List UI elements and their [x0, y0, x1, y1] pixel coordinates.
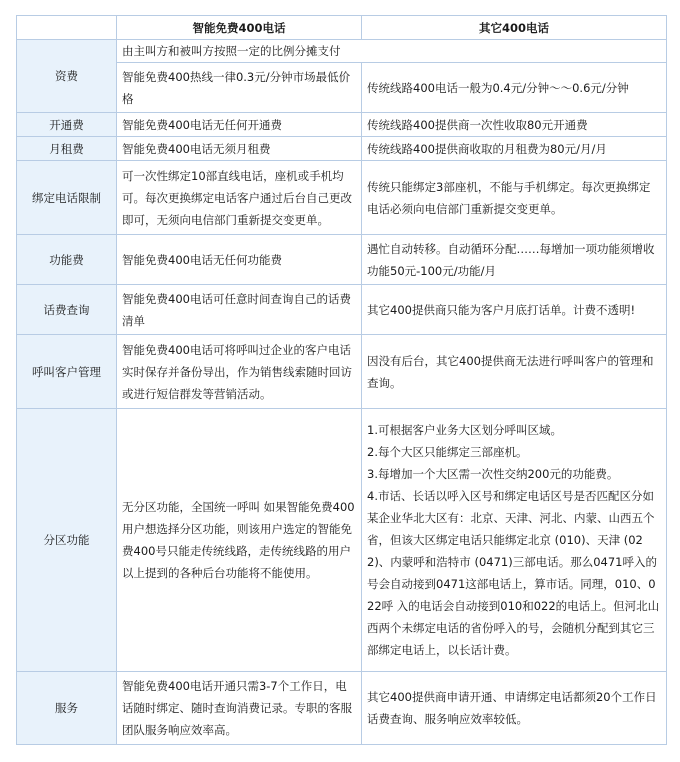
zoning-other-item: 1.可根据客户业务大区划分呼叫区域。: [367, 423, 562, 437]
row-label-fees: 资费: [17, 40, 117, 113]
binding-smart-cell: 可一次性绑定10部直线电话，座机或手机均可。每次更换绑定电话客户通过后台自己更改即可，无须向电信部门重新提交变更单。: [117, 161, 362, 235]
zoning-other-item: 3.每增加一个大区需一次性交纳200元的功能费。: [367, 467, 619, 481]
billing-smart-cell: 智能免费400电话可任意时间查询自己的话费清单: [117, 285, 362, 335]
service-other-cell: 其它400提供商申请开通、申请绑定电话都须20个工作日话费查询、服务响应效率较低。: [362, 672, 667, 745]
row-label-binding: 绑定电话限制: [17, 161, 117, 235]
row-label-billing: 话费查询: [17, 285, 117, 335]
header-other-400: 其它400电话: [362, 16, 667, 40]
crm-smart-cell: 智能免费400电话可将呼叫过企业的客户电话实时保存并备份导出，作为销售线索随时回访或进行短信群发等营销活动。: [117, 335, 362, 409]
fees-other-cell: 传统线路400电话一般为0.4元/分钟～～0.6元/分钟: [362, 63, 667, 113]
crm-other-cell: 因没有后台，其它400提供商无法进行呼叫客户的管理和查询。: [362, 335, 667, 409]
row-label-monthly: 月租费: [17, 137, 117, 161]
row-label-features: 功能费: [17, 235, 117, 285]
table-row-fees: [17, 40, 667, 63]
zoning-other-cell: [362, 409, 667, 672]
zoning-smart-cell: 无分区功能，全国统一呼叫 如果智能免费400用户想选择分区功能，则该用户选定的智能免费400号只能走传统线路，走传统线路的用户以上提到的各种后台功能将不能使用。: [117, 409, 362, 672]
fees-smart-cell: 智能免费400热线一律0.3元/分钟市场最低价格: [117, 63, 362, 113]
billing-other-cell: 其它400提供商只能为客户月底打话单。计费不透明!: [362, 285, 667, 335]
table-row-monthly: [17, 137, 667, 161]
service-smart-cell: 智能免费400电话开通只需3-7个工作日，电话随时绑定、随时查询消费记录。专职的客服团队服务响应效率高。: [117, 672, 362, 745]
table-row-billing: [17, 285, 667, 335]
monthly-smart-cell: 智能免费400电话无须月租费: [117, 137, 362, 161]
header-smart-400: 智能免费400电话: [117, 16, 362, 40]
table-row-service: [17, 672, 667, 745]
setup-smart-cell: 智能免费400电话无任何开通费: [117, 113, 362, 137]
table-row-zoning: [17, 409, 667, 672]
comparison-table: [16, 15, 667, 745]
setup-other-cell: 传统线路400提供商一次性收取80元开通费: [362, 113, 667, 137]
binding-other-cell: 传统只能绑定3部座机，不能与手机绑定。每次更换绑定电话必须向电信部门重新提交变更单。: [362, 161, 667, 235]
fees-shared-cell: 由主叫方和被叫方按照一定的比例分摊支付: [117, 40, 667, 63]
table-row-binding: [17, 161, 667, 235]
row-label-crm: 呼叫客户管理: [17, 335, 117, 409]
table-row-crm: [17, 335, 667, 409]
row-label-zoning: 分区功能: [17, 409, 117, 672]
zoning-other-item: 4.市话、长话以呼入区号和绑定电话区号是否匹配区分如某企业华北大区有：北京、天津、河北、内蒙、山西五个省，但该大区绑定电话只能绑定北京 (010)、天津 (022)、内蒙呼和浩特市 (0471)三部电话。那么0471呼入的号会自动接到0471这部电话上，算市话。同理，010、022呼 入的电话会自动接到010和022的电话上。但河北山西两个未绑定电话的省份呼入的号，会随机分配到其它三部绑定电话上，以长话计费。: [367, 489, 660, 657]
header-corner-cell: [17, 16, 117, 40]
features-smart-cell: 智能免费400电话无任何功能费: [117, 235, 362, 285]
table-row-setup: [17, 113, 667, 137]
header-row: [17, 16, 667, 40]
row-label-setup: 开通费: [17, 113, 117, 137]
zoning-other-item: 2.每个大区只能绑定三部座机。: [367, 445, 528, 459]
row-label-service: 服务: [17, 672, 117, 745]
table-row-features: [17, 235, 667, 285]
monthly-other-cell: 传统线路400提供商收取的月租费为80元/月/月: [362, 137, 667, 161]
features-other-cell: 遇忙自动转移。自动循环分配……每增加一项功能须增收功能50元-100元/功能/月: [362, 235, 667, 285]
